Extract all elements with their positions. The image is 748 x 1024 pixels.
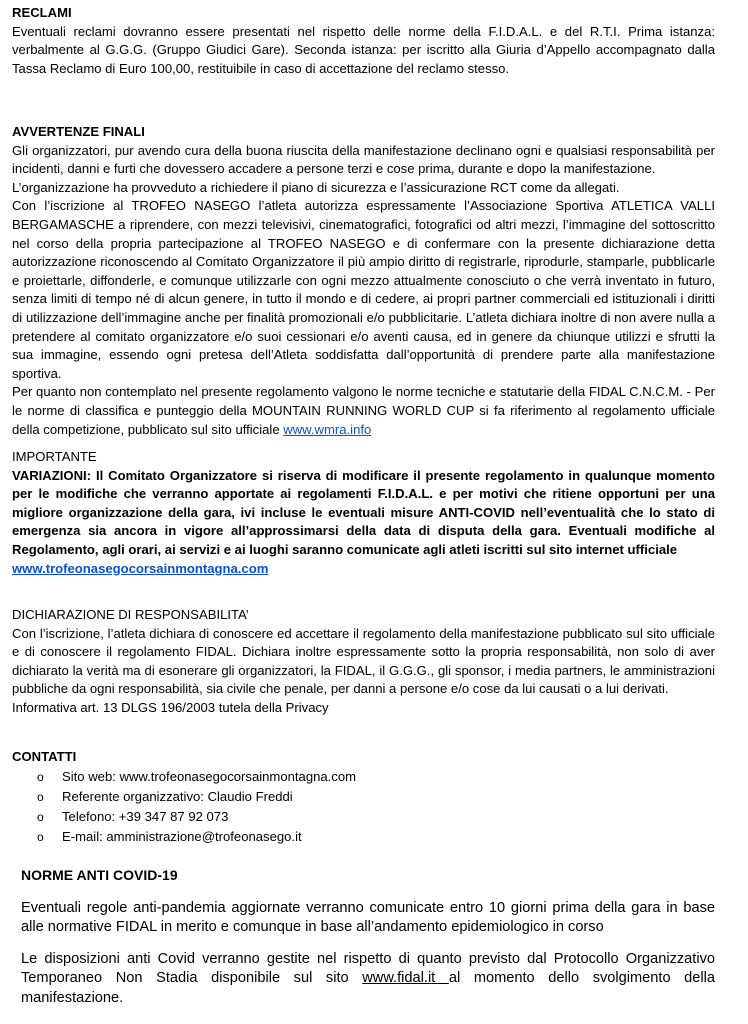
contact-item-email [12,827,715,847]
bullet-icon: o [37,829,44,844]
contacts-list [12,767,715,847]
contact-item-referente [12,787,715,807]
trofeo-site-link[interactable]: www.trofeonasegocorsainmontagna.com [12,560,269,576]
section-covid [21,866,715,1009]
covid-paragraph-1: Eventuali regole anti-pandemia aggiornate verranno comunicate entro 10 giorni prima della gara in base alle normative FIDAL in merito e comunque in base all’andamento epidemiologico in corso [21,899,715,936]
bullet-icon: o [37,809,44,824]
avvertenze-paragraph-3: Con l’iscrizione al TROFEO NASEGO l’atleta autorizza espressamente l’Associazione Sportiva ATLETICA VALLI BERGAMASCHE a riprendere, con mezzi televisivi, cinematografici, fotografici od altri mezzi, l’immagine del sottoscritto nel corso della propria partecipazione al TROFEO NASEGO e di confermare con la presente dichiarazione detta autorizzazione riconoscendo al Comitato Organizzatore il più ampio diritto di registrarle, riprodurle, stamparle, pubblicarle e proiettarle, diffonderle, e comunque utilizzarle con ogni mezzo attualmente conosciuto o che verrà inventato in futuro, senza limiti di tempo né di alcun genere, in tutto il mondo e di cedere, ai propri partner commerciali ed istituzionali i diritti di utilizzazione dell’immagine anche per finalità promozionali e/o pubblicitarie. L’atleta dichiara inoltre di non avere nulla a pretendere al comitato organizzatore e/o suoi cessionari e/o aventi causa, ed in genere da chiunque utilizzi e sfrutti la sua immagine, essendo ogni pretesa dell’Atleta soddisfatta dall’opportunità di prendere parte alla manifestazione sportiva. [12,198,715,381]
covid-paragraph-2-end: al momento dello svolgimento della manifestazione. [21,970,716,1006]
contact-item-website [12,767,715,787]
contact-item-label: Telefono: +39 347 87 92 073 [62,808,229,824]
contact-item-telefono [12,807,715,827]
avvertenze-paragraph-4-text: Per quanto non contemplato nel presente regolamento valgono le norme tecniche e statutarie della FIDAL C.N.C.M. - Per le norme di classifica e punteggio della MOUNTAIN RUNNING WORLD CUP si fa riferimento al regolamento ufficiale della competizione, pubblicato sul sito ufficiale [12,384,715,437]
contact-item-label: E-mail: amministrazione@trofeonasego.it [62,828,302,844]
dichiarazione-text: Con l’iscrizione, l’atleta dichiara di conoscere ed accettare il regolamento della manifestazione pubblicato sul sito ufficiale e di conoscere il regolamento FIDAL. Dichiara inoltre espressamente sotto la propria responsabilità, non solo di aver dichiarato la verità ma di esonerare gli organizzatori, la FIDAL, il G.G.G., gli sponsor, i media partners, le amministrazioni pubbliche da ogni responsabilità, sia civile che penale, per danni a persone e/o cose da lui causati o a lui derivati. [12,625,715,697]
covid-paragraph-2 [21,950,715,1009]
section-title-dichiarazione: DICHIARAZIONE DI RESPONSABILITA’ [12,607,249,622]
section-title-avvertenze: AVVERTENZE FINALI [12,124,145,139]
section-title-contatti: CONTATTI [12,749,77,764]
avvertenze-paragraph-2: L’organizzazione ha provveduto a richiedere il piano di sicurezza e l’assicurazione RCT come da allegati. [12,179,620,195]
privacy-note: Informativa art. 13 DLGS 196/2003 tutela della Privacy [12,699,329,715]
reclami-text: Eventuali reclami dovranno essere presentati nel rispetto delle norme della F.I.D.A.L. e del R.T.I. Prima istanza: verbalmente al G.G.G. (Gruppo Giudici Gare). Seconda istanza: per iscritto alla Giuria d’Appello accompagnato dalla Tassa Reclamo di Euro 100,00, restituibile in caso di accettazione del reclamo stesso. [12,23,715,76]
covid-paragraph-2-text: Le disposizioni anti Covid verranno gestite nel rispetto di quanto previsto dal Protocollo Organizzativo Temporaneo Non Stadia disponibile sul sito [21,950,715,987]
bullet-icon: o [37,789,44,804]
avvertenze-paragraph-4 [12,383,715,439]
contact-item-label: Referente organizzativo: Claudio Freddi [62,788,293,804]
section-title-reclami: RECLAMI [12,5,72,20]
fidal-link[interactable]: www.fidal.it [362,970,449,987]
variazioni-link-line [12,560,715,579]
avvertenze-paragraph-1: Gli organizzatori, pur avendo cura della buona riuscita della manifestazione declinano ogni e qualsiasi responsabilità per incidenti, danni e furti che dovessero accadere a persone terzi e cose prima, durante e dopo la manifestazione. [12,142,715,177]
section-importante [12,448,715,578]
section-dichiarazione [12,606,715,718]
section-contatti [12,748,715,847]
section-title-covid: NORME ANTI COVID-19 [21,867,178,883]
section-avvertenze-finali [12,123,715,439]
variazioni-text: VARIAZIONI: Il Comitato Organizzatore si riserva di modificare il presente regolamento in qualunque momento per le modifiche che verranno apportate ai regolamenti F.I.D.A.L. e per motivi che ritiene opportuni per una migliore organizzazione della gara, ivi incluse le eventuali misure ANTI-COVID nell’eventualità che lo stato di emergenza sia ancora in vigore all’approssimarsi della data di disputa della gara. Eventuali modifiche al Regolamento, agli orari, ai servizi e ai luoghi saranno comunicate agli atleti iscritti sul sito internet ufficiale [12,467,715,557]
section-title-importante: IMPORTANTE [12,449,97,464]
section-reclami [12,4,715,78]
contact-item-label: Sito web: www.trofeonasegocorsainmontagna.com [62,768,357,784]
wmra-link[interactable]: www.wmra.info [283,421,372,437]
bullet-icon: o [37,769,44,784]
